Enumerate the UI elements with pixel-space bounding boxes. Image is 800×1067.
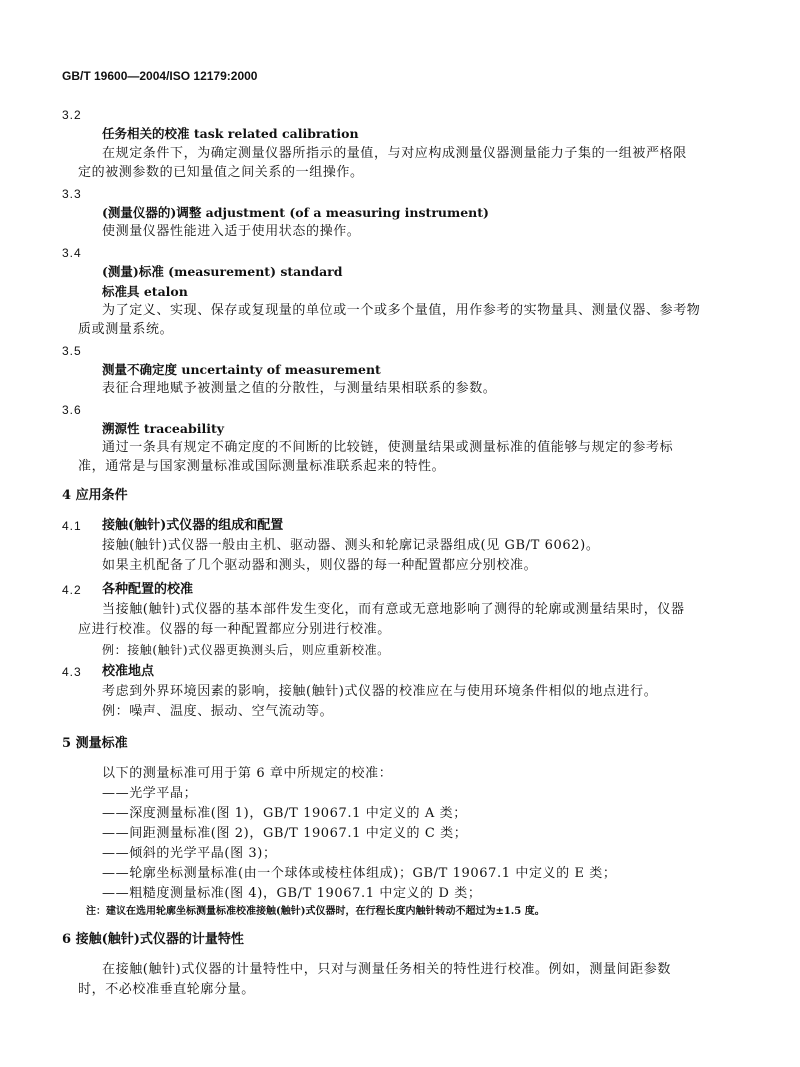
example-line: 例：接触(触针)式仪器更换测头后，则应重新校准。 <box>102 643 390 657</box>
term-title: 任务相关的校准 task related calibration <box>102 126 359 141</box>
note-line: 注：建议在选用轮廓坐标测量标准校准接触(触针)式仪器时，在行程长度内触针转动不超过为±1.5 度。 <box>86 906 545 917</box>
paragraph-line: 质或测量系统。 <box>78 322 174 337</box>
list-item: ——倾斜的光学平晶(图 3)； <box>102 846 277 861</box>
paragraph-line: 定的被测参数的已知量值之间关系的一组操作。 <box>78 165 364 180</box>
clause-number: 4.3 <box>62 665 82 679</box>
term-synonym: 标准具 etalon <box>102 284 188 299</box>
paragraph-line: 应进行校准。仪器的每一种配置都应分别进行校准。 <box>78 622 391 637</box>
paragraph-line: 在规定条件下，为确定测量仪器所指示的量值，与对应构成测量仪器测量能力子集的一组被严格限 <box>102 146 687 161</box>
list-item: ——轮廓坐标测量标准(由一个球体或棱柱体组成)；GB/T 19067.1 中定义的 E 类； <box>102 866 617 881</box>
clause-number: 3.2 <box>62 108 82 122</box>
term-title: (测量仪器的)调整 adjustment (of a measuring instrument) <box>102 205 489 220</box>
clause-number: 3.5 <box>62 344 82 358</box>
term-title: 测量不确定度 uncertainty of measurement <box>102 362 381 377</box>
term-title: 溯源性 traceability <box>102 421 224 436</box>
clause-number: 4.2 <box>62 583 82 597</box>
clause-number: 3.3 <box>62 187 82 201</box>
list-item: ——光学平晶； <box>102 786 198 801</box>
clause-number: 4.1 <box>62 519 82 533</box>
section-heading: 6 接触(触针)式仪器的计量特性 <box>62 932 244 947</box>
paragraph-line: 为了定义、实现、保存或复现量的单位或一个或多个量值，用作参考的实物量具、测量仪器、参考物 <box>102 303 701 318</box>
paragraph-line: 以下的测量标准可用于第 6 章中所规定的校准： <box>102 766 393 781</box>
example-line: 例：噪声、温度、振动、空气流动等。 <box>102 704 334 719</box>
paragraph-line: 时，不必校准垂直轮廓分量。 <box>78 982 255 997</box>
paragraph-line: 接触(触针)式仪器一般由主机、驱动器、测头和轮廓记录器组成(见 GB/T 6062)。 <box>102 538 600 553</box>
paragraph-line: 如果主机配备了几个驱动器和测头，则仪器的每一种配置都应分别校准。 <box>102 558 538 573</box>
paragraph-line: 当接触(触针)式仪器的基本部件发生变化，而有意或无意地影响了测得的轮廓或测量结果时，仪器 <box>102 602 685 617</box>
list-item: ——间距测量标准(图 2)，GB/T 19067.1 中定义的 C 类； <box>102 826 468 841</box>
paragraph-line: 准，通常是与国家测量标准或国际测量标准联系起来的特性。 <box>78 459 446 474</box>
paragraph-line: 在接触(触针)式仪器的计量特性中，只对与测量任务相关的特性进行校准。例如，测量间距参数 <box>102 962 671 977</box>
section-heading: 4 应用条件 <box>62 488 128 503</box>
term-title: (测量)标准 (measurement) standard <box>102 264 343 279</box>
paragraph-line: 表征合理地赋予被测量之值的分散性，与测量结果相联系的参数。 <box>102 381 497 396</box>
clause-number: 3.4 <box>62 246 82 260</box>
paragraph-line: 通过一条具有规定不确定度的不间断的比较链，使测量结果或测量标准的值能够与规定的参考标 <box>102 440 674 455</box>
page-header: GB/T 19600—2004/ISO 12179:2000 <box>62 69 258 83</box>
clause-number: 3.6 <box>62 403 82 417</box>
paragraph-line: 考虑到外界环境因素的影响，接触(触针)式仪器的校准应在与使用环境条件相似的地点进行。 <box>102 684 658 699</box>
clause-title: 各种配置的校准 <box>102 582 194 597</box>
section-heading: 5 测量标准 <box>62 736 128 751</box>
list-item: ——深度测量标准(图 1)，GB/T 19067.1 中定义的 A 类； <box>102 806 467 821</box>
clause-title: 校准地点 <box>102 664 155 679</box>
list-item: ——粗糙度测量标准(图 4)，GB/T 19067.1 中定义的 D 类； <box>102 886 482 901</box>
paragraph-line: 使测量仪器性能进入适于使用状态的操作。 <box>102 224 361 239</box>
clause-title: 接触(触针)式仪器的组成和配置 <box>102 518 284 533</box>
